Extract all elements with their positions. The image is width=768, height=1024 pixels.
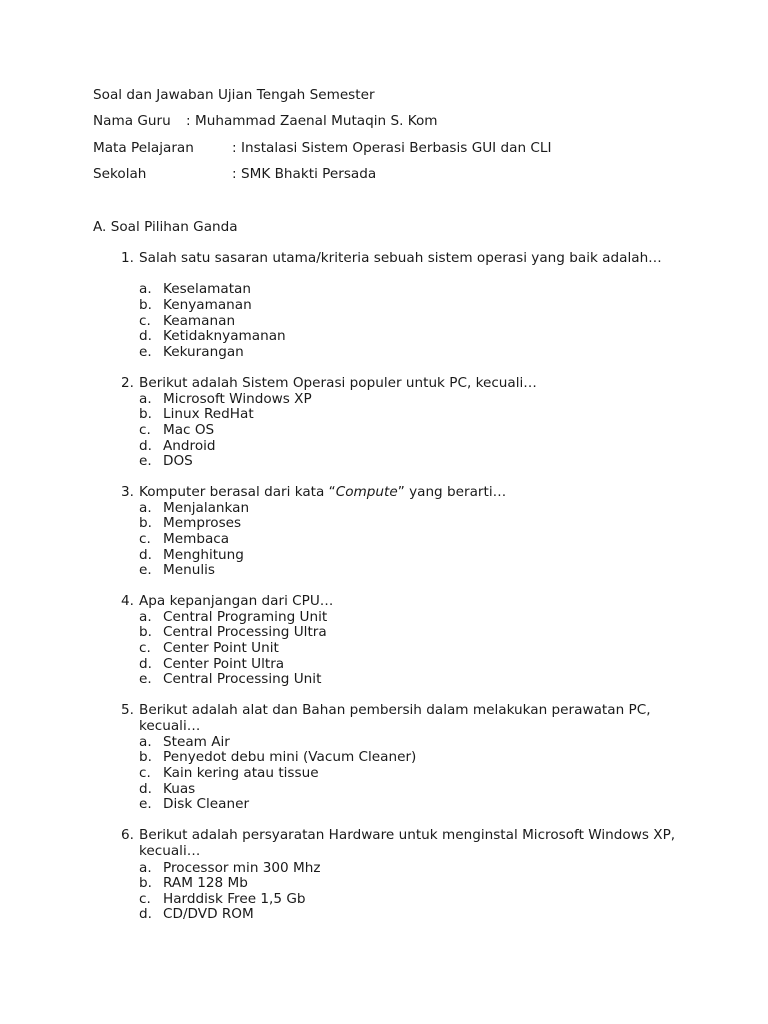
- question-number: 4.: [121, 593, 134, 609]
- question-5: 5. Berikut adalah alat dan Bahan pembersih dalam melakukan perawatan PC, kecuali… a. Steam Air b. Penyedot debu mini (Vacum Cleaner) c. Kain kering atau tissue d. Kuas e. Disk Cleaner: [0, 702, 768, 814]
- question-number: 1.: [121, 250, 134, 266]
- teacher-separator: :: [186, 113, 191, 129]
- question-text: Berikut adalah alat dan Bahan pembersih dalam melakukan perawatan PC, kecuali…: [139, 702, 651, 734]
- subject-row: [93, 140, 552, 156]
- question-1: 1. Salah satu sasaran utama/kriteria sebuah sistem operasi yang baik adalah… a. Keselamatan b. Kenyamanan c. Keamanan d. Ketidaknyamanan e. Kekurangan: [0, 250, 768, 362]
- question-number: 2.: [121, 375, 134, 391]
- teacher-label: Nama Guru: [93, 113, 171, 129]
- question-text: Salah satu sasaran utama/kriteria sebuah sistem operasi yang baik adalah…: [139, 250, 662, 266]
- school-label: Sekolah: [93, 166, 147, 182]
- subject-label: Mata Pelajaran: [93, 140, 194, 156]
- question-number: 6.: [121, 827, 134, 843]
- question-6: 6. Berikut adalah persyaratan Hardware untuk menginstal Microsoft Windows XP, kecuali… a. Processor min 300 Mhz b. RAM 128 Mb c. Harddisk Free 1,5 Gb d. CD/DVD ROM: [0, 827, 768, 923]
- school-row: [93, 166, 377, 182]
- question-3: 3. Komputer berasal dari kata “Compute” yang berarti… a. Menjalankan b. Memproses c. Membaca d. Menghitung e. Menulis: [0, 484, 768, 580]
- question-number: 3.: [121, 484, 134, 500]
- subject-separator: :: [232, 140, 237, 156]
- school-value: SMK Bhakti Persada: [241, 166, 377, 182]
- section-title: A. Soal Pilihan Ganda: [93, 219, 238, 235]
- document-title: Soal dan Jawaban Ujian Tengah Semester: [93, 87, 375, 103]
- question-text: Berikut adalah Sistem Operasi populer untuk PC, kecuali…: [139, 375, 537, 391]
- question-text: Apa kepanjangan dari CPU…: [139, 593, 334, 609]
- question-text: Berikut adalah persyaratan Hardware untuk menginstal Microsoft Windows XP, kecuali…: [139, 827, 676, 859]
- question-2: 2. Berikut adalah Sistem Operasi populer untuk PC, kecuali… a. Microsoft Windows XP b. Linux RedHat c. Mac OS d. Android e. DOS: [0, 375, 768, 471]
- question-number: 5.: [121, 702, 134, 718]
- question-4: 4. Apa kepanjangan dari CPU… a. Central Programing Unit b. Central Processing Ultra c. Center Point Unit d. Center Point Ultra e. Central Processing Unit: [0, 593, 768, 689]
- teacher-value: Muhammad Zaenal Mutaqin S. Kom: [195, 113, 438, 129]
- italic-term: Compute: [335, 484, 398, 500]
- teacher-row: [93, 113, 438, 129]
- school-separator: :: [232, 166, 237, 182]
- question-text: Komputer berasal dari kata “Compute” yang berarti…: [139, 484, 507, 500]
- subject-value: Instalasi Sistem Operasi Berbasis GUI dan CLI: [241, 140, 552, 156]
